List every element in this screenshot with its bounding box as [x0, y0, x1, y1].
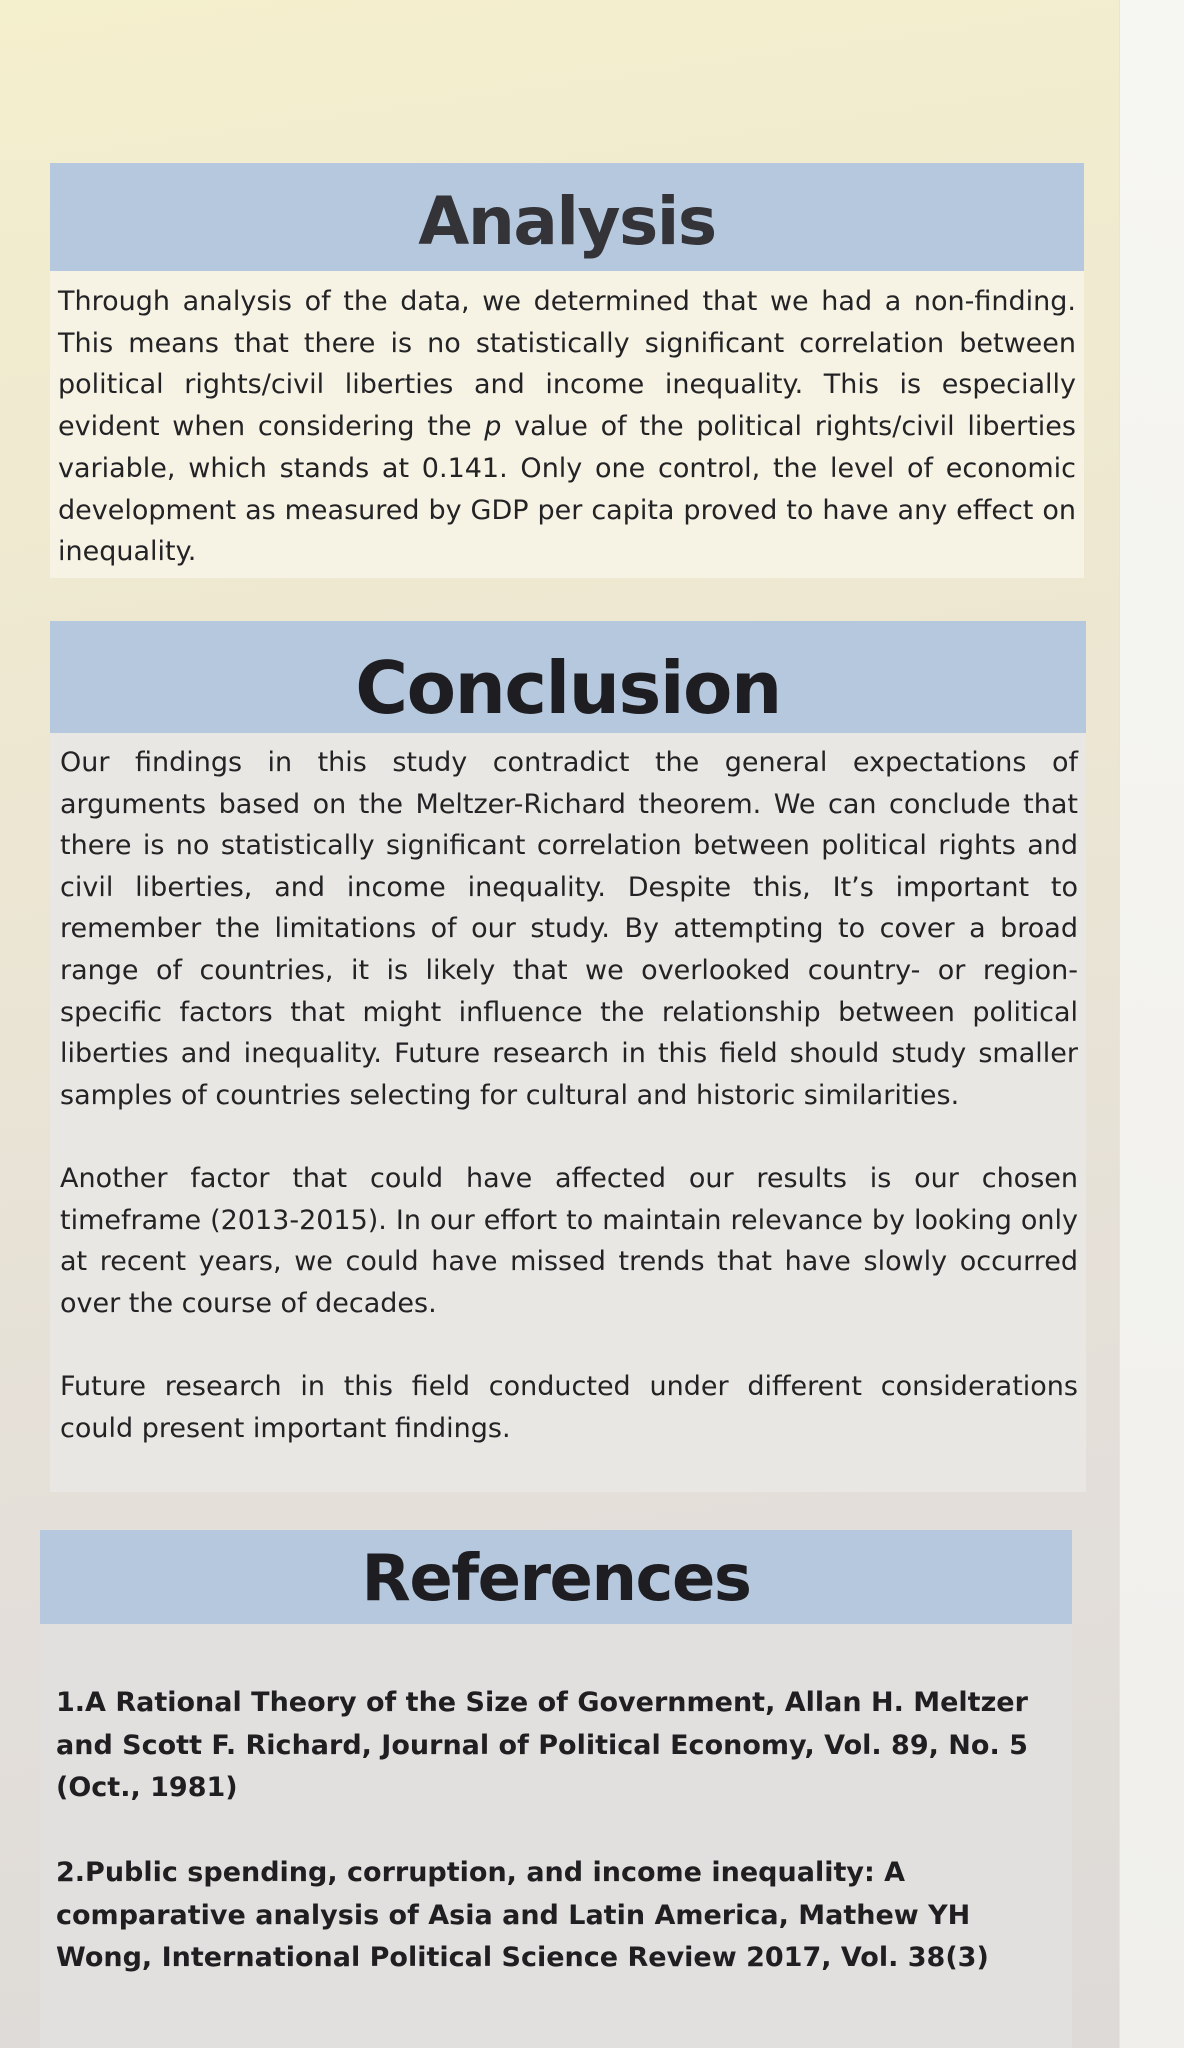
conclusion-body [50, 733, 1086, 1449]
analysis-paragraph [58, 281, 1076, 573]
conclusion-header [50, 621, 1086, 733]
conclusion-paragraph-3: Future research in this field conducted under different considerations could present important findings. [60, 1370, 1078, 1444]
analysis-section [50, 163, 1084, 578]
analysis-header [50, 163, 1084, 271]
reference-item-1: 1.A Rational Theory of the Size of Government, Allan H. Meltzer and Scott F. Richard, Journal of Political Economy, Vol. 89, No. 5 (Oct., 1981) [56, 1687, 1028, 1803]
analysis-body [50, 271, 1084, 573]
conclusion-paragraph-2: Another factor that could have affected our results is our chosen timeframe (2013-2015). In our effort to maintain relevance by looking only at recent years, we could have missed trends that have slowly occurred over the course of decades. [60, 1162, 1078, 1319]
p-value-symbol: p [484, 411, 502, 443]
references-section [40, 1530, 1072, 2048]
reference-item-2: 2.Public spending, corruption, and income inequality: A comparative analysis of Asia and Latin America, Mathew YH Wong, International Political Science Review 2017, Vol. 38(3) [56, 1857, 989, 1973]
references-header [40, 1530, 1072, 1624]
conclusion-paragraph-1: Our findings in this study contradict the general expectations of arguments based on the Meltzer-Richard theorem. We can conclude that there is no statistically significant correlation between political rights and civil liberties, and income inequality. Despite this, It’s important to remember the limitations of our study. By attempting to cover a broad range of countries, it is likely that we overlooked country- or region-specific factors that might influence the relationship between political liberties and inequality. Future research in this field should study smaller samples of countries selecting for cultural and historic similarities. [60, 747, 1078, 1111]
conclusion-section [50, 621, 1086, 1492]
references-heading: References [361, 1542, 751, 1616]
references-list [40, 1624, 1072, 1980]
conclusion-heading: Conclusion [355, 646, 781, 730]
analysis-text-part-1: Through analysis of the data, we determined that we had a non-finding. This means that there is no statistically significant correlation between political rights/civil liberties and income inequality. This is especially evident when considering the [58, 286, 1076, 443]
analysis-text-part-2: value of the political rights/civil liberties variable, which stands at 0.141. Only one control, the level of economic development as measured by GDP per capita proved to have any effect on inequality. [58, 411, 1076, 568]
analysis-heading: Analysis [418, 182, 716, 260]
page-edge-strip [1119, 0, 1184, 2048]
